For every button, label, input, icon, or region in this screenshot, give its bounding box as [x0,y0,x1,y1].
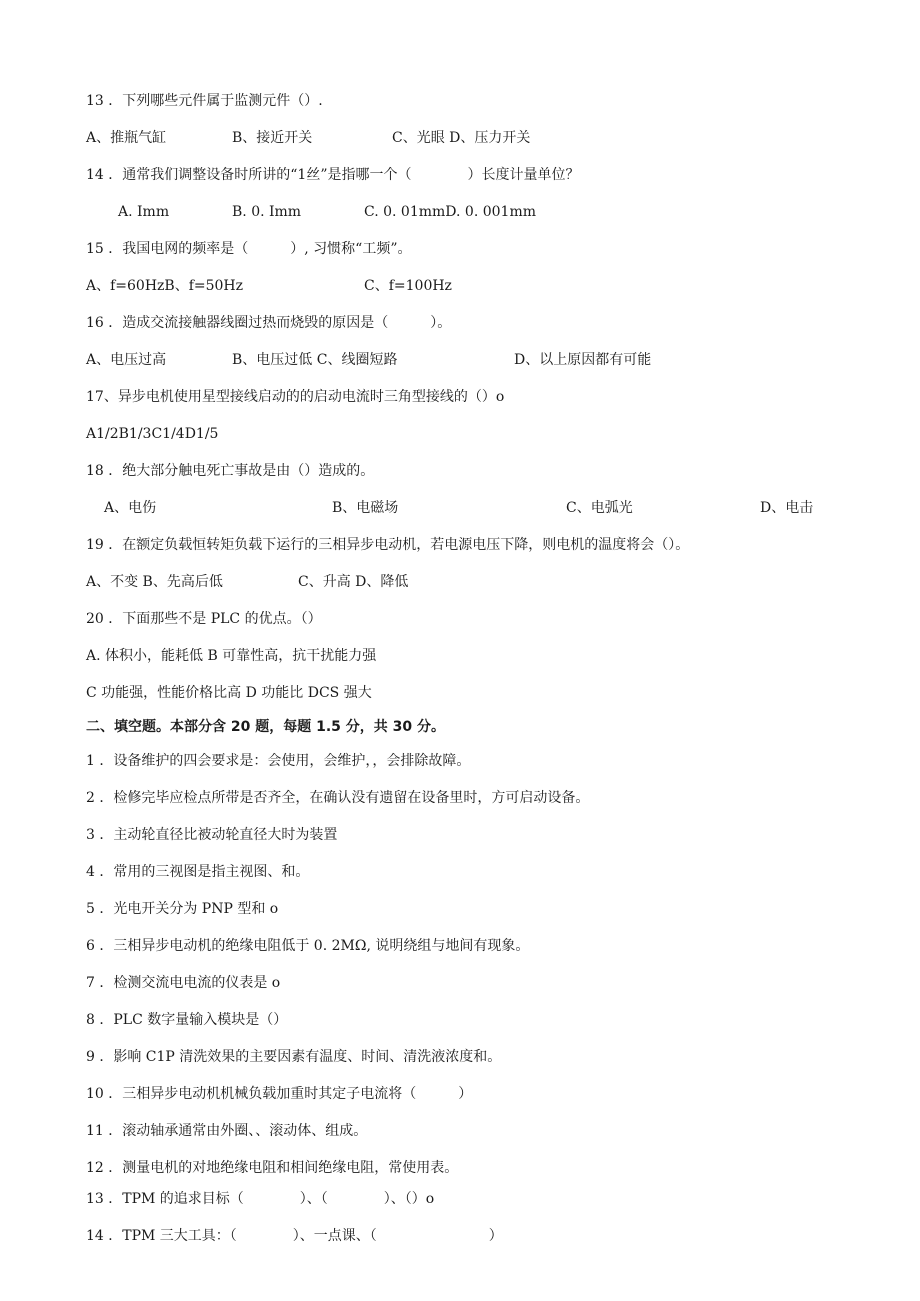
question-16-option-bc: B、电压过低 C、线圈短路 [232,352,398,368]
fill-item: 6 ．三相异步电动机的绝缘电阻低于 0. 2MΩ, 说明绕组与地间有现象。 [86,938,530,954]
question-20-stem: 20 ．下面那些不是 PLC 的优点。（） [86,611,322,627]
fill-item: 5 ．光电开关分为 PNP 型和 o [86,901,279,917]
fill-item: 11 ．滚动轴承通常由外圈、、滚动体、组成。 [86,1123,368,1139]
question-18-option-c: C、电弧光 [566,500,633,516]
fill-item: 2 ．检修完毕应检点所带是否齐全，在确认没有遗留在设备里时，方可启动设备。 [86,790,590,806]
fill-item: 9 ．影响 C1P 清洗效果的主要因素有温度、时间、清洗液浓度和。 [86,1049,502,1065]
fill-item: 8 ．PLC 数字量输入模块是（） [86,1012,288,1028]
fill-item: 7 ．检测交流电电流的仪表是 o [86,975,281,991]
question-13-option-a: A、推瓶气缸 [86,130,167,146]
question-17-stem: 17、异步电机使用星型接线启动的的启动电流时三角型接线的（）o [86,389,505,405]
question-13-stem: 13 ．下列哪些元件属于监测元件（）. [86,93,323,109]
question-13-option-cd: C、光眼 D、压力开关 [392,130,531,146]
question-14-option-a: A. Imm [118,204,170,220]
question-19-option-ab: A、不变 B、先高后低 [86,574,223,590]
question-19-option-cd: C、升高 D、降低 [298,574,409,590]
question-20-option-cd: C 功能强，性能价格比高 D 功能比 DCS 强大 [86,685,372,701]
fill-item: 1 ．设备维护的四会要求是：会使用，会维护，，会排除故障。 [86,753,471,769]
question-18-option-d: D、电击 [760,500,814,516]
question-14-option-cd: C. 0. 01mmD. 0. 001mm [364,204,536,220]
question-16-stem: 16 ．造成交流接触器线圈过热而烧毁的原因是（ ）。 [86,315,452,331]
fill-item: 4 ．常用的三视图是指主视图、和。 [86,864,310,880]
question-18-stem: 18 ．绝大部分触电死亡事故是由（）造成的。 [86,463,375,479]
question-14-option-b: B. 0. Imm [232,204,302,220]
fill-item: 14 ．TPM 三大工具：（ ）、一点课、（ ） [86,1228,503,1244]
question-20-option-ab: A. 体积小，能耗低 B 可靠性高，抗干扰能力强 [86,648,377,664]
question-16-option-a: A、电压过高 [86,352,167,368]
question-15-stem: 15 ．我国电网的频率是（ ）, 习惯称“工频”。 [86,241,412,257]
question-13-option-b: B、接近开关 [232,130,313,146]
question-15-option-c: C、f=100Hz [364,278,452,294]
question-19-stem: 19 ．在额定负载恒转矩负载下运行的三相异步电动机，若电源电压下降，则电机的温度将会（）。 [86,537,690,553]
question-18-option-a: A、电伤 [104,500,157,516]
question-14-stem: 14 ．通常我们调整设备时所讲的“1丝”是指哪一个（ ）长度计量单位？ [86,167,580,183]
fill-item: 10 ．三相异步电动机机械负载加重时其定子电流将（ ） [86,1086,473,1102]
question-16-option-d: D、以上原因都有可能 [514,352,652,368]
section-2-heading: 二、填空题。本部分含 20 题，每题 1.5 分，共 30 分。 [86,719,446,735]
fill-item: 13 ．TPM 的追求目标（ ）、（ ）、（）o [86,1191,435,1207]
question-15-option-ab: A、f=60HzB、f=50Hz [86,278,244,294]
fill-item: 3 ．主动轮直径比被动轮直径大时为装置 [86,827,338,843]
question-18-option-b: B、电磁场 [332,500,399,516]
fill-item: 12 ．测量电机的对地绝缘电阻和相间绝缘电阻，常使用表。 [86,1160,459,1176]
question-17-options: A1/2B1/3C1/4D1/5 [86,426,219,442]
